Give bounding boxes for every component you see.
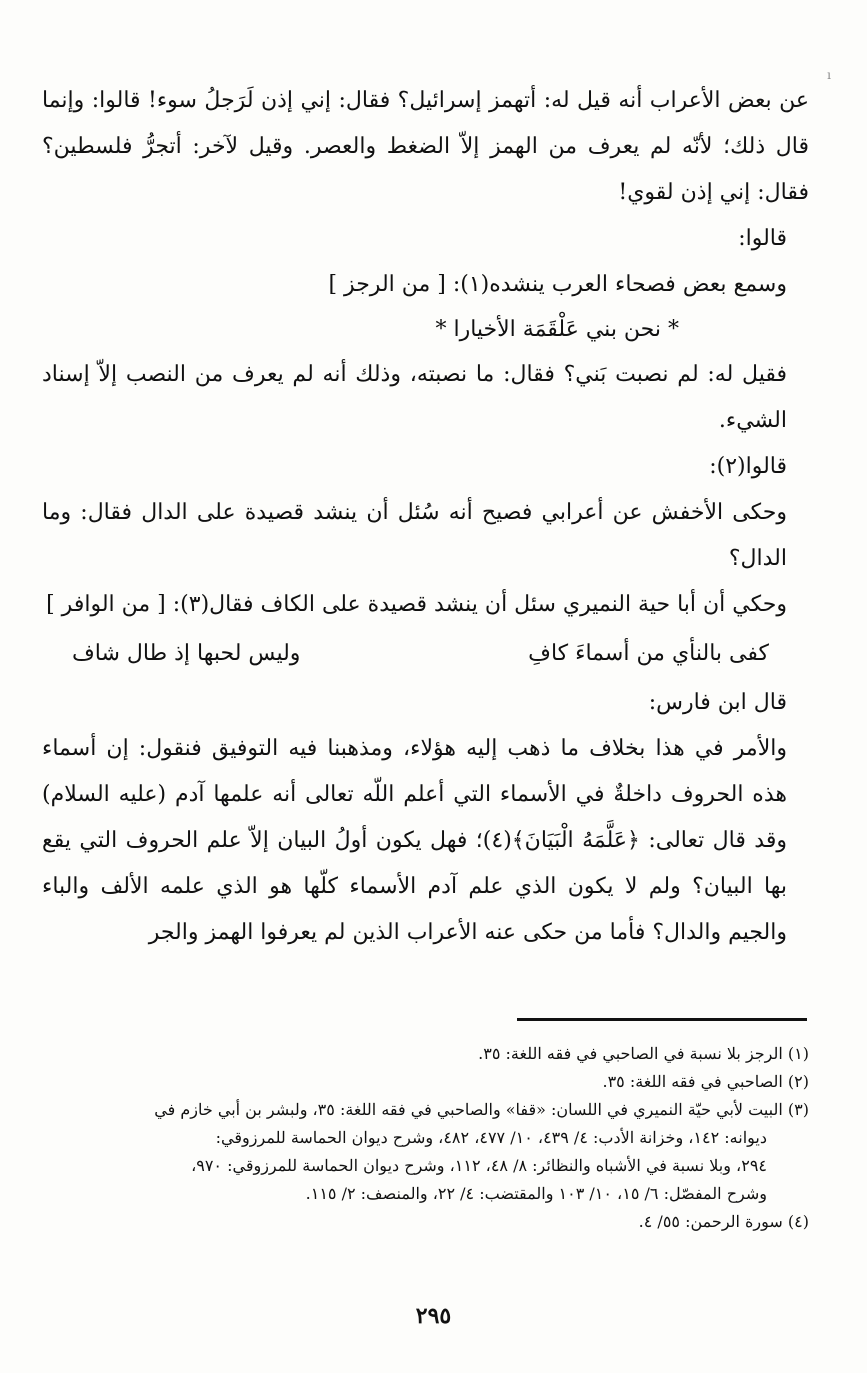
footnote-1: (١) الرجز بلا نسبة في الصاحبي في فقه اللغة: ٣٥. [478, 1044, 809, 1063]
couplet-first-hemistich: كفى بالنأي من أسماءَ كافِ [528, 641, 769, 666]
paragraph-tawfiq: والأمر في هذا بخلاف ما ذهب إليه هؤلاء، ومذهبنا فيه التوفيق فنقول: إن أسماء هذه الحروف داخلةٌ في الأسماء التي أعلم اللّه تعالى أنه علمها آدم (عليه السلام) وقد قال تعالى: ﴿عَلَّمَهُ الْبَيَانَ﴾(٤)؛ فهل يكون أولُ البيان إلاّ علم الحروف التي يقع بها البيان؟ ولم لا يكون الذي علم آدم الأسماء كلّها هو الذي علمه الألف والباء والجيم والدال؟ فأما من حكى عنه الأعراب الذين لم يعرفوا الهمز والجر [42, 736, 787, 945]
footnote-4: (٤) سورة الرحمن: ٥٥/ ٤. [638, 1212, 809, 1231]
footnote-3-line-4: وشرح المفصّل: ٦/ ١٥، ١٠/ ١٠٣ والمقتضب: ٤/ ٢٢، والمنصف: ٢/ ١١٥. [305, 1184, 767, 1203]
paragraph-ibn-faris: قال ابن فارس: [648, 690, 787, 715]
main-text [42, 78, 809, 956]
paragraph-qalu: قالوا: [738, 226, 787, 251]
paragraph-qalu-2: قالوا(٢): [709, 454, 787, 479]
footnote-3-line-2: ديوانه: ١٤٢، وخزانة الأدب: ٤/ ٤٣٩، ١٠/ ٤٧٧، ٤٨٢، وشرح ديوان الحماسة للمرزوقي: [215, 1128, 767, 1147]
page-number: ٢٩٥ [415, 1303, 452, 1329]
footnote-separator [517, 1018, 807, 1021]
footnotes [42, 1040, 809, 1236]
verse-couplet [42, 632, 809, 676]
paragraph-nasb: فقيل له: لم نصبت بَني؟ فقال: ما نصبته، وذلك أنه لم يعرف من النصب إلاّ إسناد الشيء. [42, 362, 787, 433]
corner-mark: ı [827, 68, 831, 82]
paragraph-akhfash: وحكى الأخفش عن أعرابي فصيح أنه سُئل أن ينشد قصيدة على الدال فقال: وما الدال؟ [42, 500, 787, 571]
paragraph-1: عن بعض الأعراب أنه قيل له: أتهمز إسرائيل؟ فقال: إني إذن لَرَجلُ سوء! قالوا: وإنما قال ذلك؛ لأنّه لم يعرف من الهمز إلاّ الضغط والعصر. وقيل لآخر: أتجرُّ فلسطين؟ فقال: إني إذن لقوي! [42, 88, 809, 205]
footnote-3: (٣) البيت لأبي حيّة النميري في اللسان: «قفا» والصاحبي في فقه اللغة: ٣٥، ولبشر بن أبي خازم في [154, 1100, 809, 1119]
footnote-3-line-3: ٢٩٤، وبلا نسبة في الأشباه والنظائر: ٨/ ٤٨، ١١٢، وشرح ديوان الحماسة للمرزوقي: ٩٧٠، [191, 1156, 767, 1175]
footnote-2: (٢) الصاحبي في فقه اللغة: ٣٥. [602, 1072, 809, 1091]
verse-rajaz: * نحن بني عَلْقَمَة الأخيارا * [435, 317, 679, 342]
couplet-second-hemistich: وليس لحبها إذ طال شاف [72, 641, 301, 666]
paragraph-abu-hayya: وحكي أن أبا حية النميري سئل أن ينشد قصيدة على الكاف فقال(٣): [ من الوافر ] [46, 592, 787, 617]
paragraph-rajaz-intro: وسمع بعض فصحاء العرب ينشده(١): [ من الرجز ] [328, 272, 787, 297]
